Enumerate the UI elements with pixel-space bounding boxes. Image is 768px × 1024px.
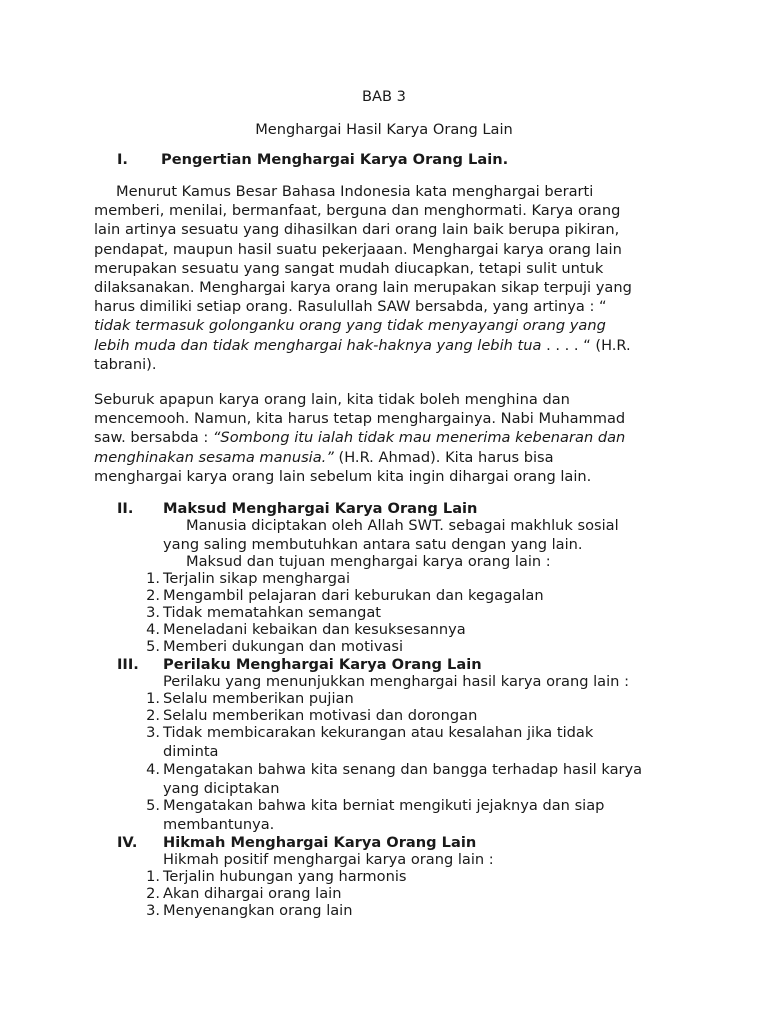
list-item: Memberi dukungan dan motivasi xyxy=(163,638,404,655)
paragraph-line: Seburuk apapun karya orang lain, kita tidak boleh menghina dan xyxy=(94,391,570,408)
section-1-heading: Pengertian Menghargai Karya Orang Lain. xyxy=(161,151,509,168)
hadith-quote: “Sombong itu ialah tidak mau menerima kebenaran dan xyxy=(212,429,626,447)
list-item: Mengambil pelajaran dari keburukan dan kegagalan xyxy=(163,587,544,604)
list-item-continuation: yang diciptakan xyxy=(163,780,280,797)
paragraph-line xyxy=(94,316,686,335)
paragraph-line: memberi, menilai, bermanfaat, berguna dan menghormati. Karya orang xyxy=(94,202,621,220)
paragraph-line: lain artinya sesuatu yang dihasilkan dari orang lain baik berupa pikiran, xyxy=(94,221,620,239)
list-number: 3. xyxy=(146,604,160,621)
list-number: 4. xyxy=(146,761,160,778)
hadith-quote: lebih muda dan tidak menghargai hak-haknya yang lebih tua xyxy=(94,336,542,354)
list-number: 1. xyxy=(146,868,160,885)
hadith-quote: menghinakan sesama manusia.” xyxy=(94,448,334,466)
list-number: 5. xyxy=(146,638,160,655)
section-3-number: III. xyxy=(117,656,139,673)
paragraph-line: pendapat, maupun hasil suatu pekerjaaan. Menghargai karya orang lain xyxy=(94,240,622,258)
list-number: 3. xyxy=(146,724,160,741)
list-number: 5. xyxy=(146,797,160,814)
list-item: Terjalin sikap menghargai xyxy=(163,570,351,587)
section-2-heading: Maksud Menghargai Karya Orang Lain xyxy=(163,500,478,517)
list-number: 4. xyxy=(146,621,160,638)
paragraph-line: menghargai karya orang lain sebelum kita ingin dihargai orang lain. xyxy=(94,467,592,485)
document-title: Menghargai Hasil Karya Orang Lain xyxy=(255,121,513,138)
text-run: saw. bersabda : xyxy=(94,429,213,447)
list-item: Menyenangkan orang lain xyxy=(163,902,353,919)
list-item: Tidak mematahkan semangat xyxy=(163,604,382,621)
paragraph-line: dilaksanakan. Menghargai karya orang lain merupakan sikap terpuji yang xyxy=(94,279,632,297)
list-item-continuation: membantunya. xyxy=(163,816,275,833)
section-4-heading: Hikmah Menghargai Karya Orang Lain xyxy=(163,834,477,851)
section-4-number: IV. xyxy=(117,834,138,851)
section-2-intro: Manusia diciptakan oleh Allah SWT. sebagai makhluk sosial xyxy=(186,517,619,534)
citation: . . . . “ (H.R. xyxy=(541,336,631,354)
paragraph-line: tabrani). xyxy=(94,355,157,373)
list-item: Meneladani kebaikan dan kesuksesannya xyxy=(163,621,466,638)
citation: (H.R. Ahmad). Kita harus bisa xyxy=(333,448,554,466)
chapter-label: BAB 3 xyxy=(362,88,406,105)
list-item: Mengatakan bahwa kita senang dan bangga terhadap hasil karya xyxy=(163,761,643,778)
section-1-paragraph-2 xyxy=(94,390,686,486)
section-4-intro: Hikmah positif menghargai karya orang lain : xyxy=(163,851,494,868)
list-item: Selalu memberikan motivasi dan dorongan xyxy=(163,707,478,724)
paragraph-line: harus dimiliki setiap orang. Rasulullah SAW bersabda, yang artinya : “ xyxy=(94,298,607,316)
list-item: Tidak membicarakan kekurangan atau kesalahan jika tidak xyxy=(163,724,594,741)
list-item-continuation: diminta xyxy=(163,743,219,760)
section-2-number: II. xyxy=(117,500,134,517)
paragraph-line: mencemooh. Namun, kita harus tetap menghargainya. Nabi Muhammad xyxy=(94,410,626,428)
list-number: 2. xyxy=(146,587,160,604)
list-item: Selalu memberikan pujian xyxy=(163,690,354,707)
list-number: 2. xyxy=(146,885,160,902)
section-3-intro: Perilaku yang menunjukkan menghargai hasil karya orang lain : xyxy=(163,673,629,690)
list-number: 2. xyxy=(146,707,160,724)
section-3-heading: Perilaku Menghargai Karya Orang Lain xyxy=(163,656,482,673)
list-item: Terjalin hubungan yang harmonis xyxy=(163,868,407,885)
paragraph-line xyxy=(94,448,686,467)
list-number: 3. xyxy=(146,902,160,919)
paragraph-line: merupakan sesuatu yang sangat mudah diucapkan, tetapi sulit untuk xyxy=(94,259,604,277)
section-1-paragraph-1 xyxy=(94,182,686,374)
list-item: Akan dihargai orang lain xyxy=(163,885,342,902)
paragraph-line xyxy=(94,336,686,355)
section-2-intro: yang saling membutuhkan antara satu dengan yang lain. xyxy=(163,536,583,553)
paragraph-line xyxy=(94,428,686,447)
section-2-intro: Maksud dan tujuan menghargai karya orang lain : xyxy=(186,553,551,570)
hadith-quote: tidak termasuk golonganku orang yang tidak menyayangi orang yang xyxy=(94,317,606,335)
paragraph-line: Menurut Kamus Besar Bahasa Indonesia kata menghargai berarti xyxy=(116,183,594,200)
list-number: 1. xyxy=(146,570,160,587)
list-item: Mengatakan bahwa kita berniat mengikuti jejaknya dan siap xyxy=(163,797,605,814)
section-1-number: I. xyxy=(117,151,128,168)
list-number: 1. xyxy=(146,690,160,707)
